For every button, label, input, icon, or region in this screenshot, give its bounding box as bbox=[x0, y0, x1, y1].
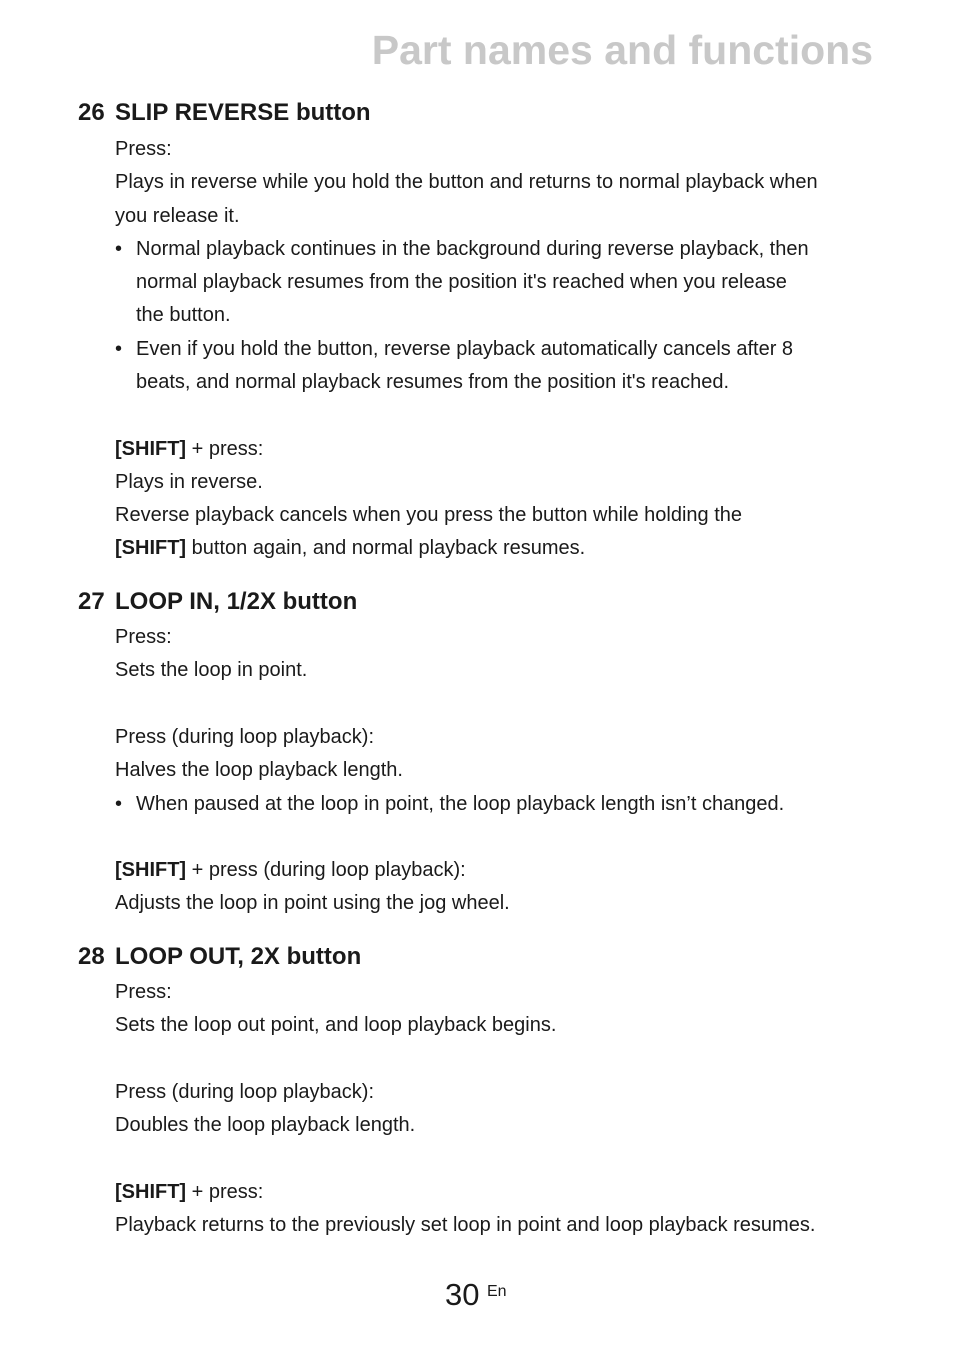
shift-press-line bbox=[115, 859, 466, 882]
page-number: 30 bbox=[445, 1277, 480, 1312]
section-number: 26 bbox=[78, 99, 105, 126]
bullet-text: When paused at the loop in point, the loop playback length isn’t changed. bbox=[136, 793, 785, 815]
shift-label: [SHIFT] bbox=[115, 537, 187, 559]
shift-label: [SHIFT] bbox=[115, 859, 187, 881]
section-26-heading bbox=[78, 99, 371, 127]
text-line: Playback returns to the previously set loop in point and loop playback resumes. bbox=[115, 1214, 816, 1236]
bullet-continuation: beats, and normal playback resumes from the position it's reached. bbox=[136, 371, 730, 393]
bullet-continuation: the button. bbox=[136, 304, 231, 326]
section-title: SLIP REVERSE button bbox=[115, 99, 371, 126]
bullet-text: Normal playback continues in the background during reverse playback, then bbox=[136, 238, 809, 260]
text-line: Reverse playback cancels when you press the button while holding the bbox=[115, 504, 743, 526]
shift-label: [SHIFT] bbox=[115, 1181, 187, 1203]
shift-action: + press (during loop playback): bbox=[186, 859, 466, 881]
text-line: Press: bbox=[115, 138, 172, 160]
section-number: 27 bbox=[78, 588, 105, 615]
shift-label: [SHIFT] bbox=[115, 438, 187, 460]
section-title: LOOP IN, 1/2X button bbox=[115, 588, 358, 615]
text-fragment: button again, and normal playback resumes. bbox=[186, 537, 586, 559]
text-line: Press (during loop playback): bbox=[115, 1081, 375, 1103]
text-line: Sets the loop out point, and loop playback begins. bbox=[115, 1014, 557, 1036]
shift-action: + press: bbox=[186, 438, 264, 460]
text-line: Adjusts the loop in point using the jog wheel. bbox=[115, 892, 510, 914]
section-28-heading bbox=[78, 943, 361, 971]
page-language: En bbox=[487, 1283, 507, 1300]
section-number: 28 bbox=[78, 943, 105, 970]
text-line: Press (during loop playback): bbox=[115, 726, 375, 748]
shift-action: + press: bbox=[186, 1181, 264, 1203]
text-line: Halves the loop playback length. bbox=[115, 759, 403, 781]
section-title: LOOP OUT, 2X button bbox=[115, 943, 362, 970]
text-line: Plays in reverse while you hold the button and returns to normal playback when bbox=[115, 171, 818, 193]
shift-press-line bbox=[115, 1181, 263, 1204]
text-line: Press: bbox=[115, 981, 172, 1003]
page-header-title: Part names and functions bbox=[371, 27, 873, 73]
text-line: Sets the loop in point. bbox=[115, 659, 308, 681]
text-line bbox=[115, 537, 585, 560]
bullet-text: Even if you hold the button, reverse playback automatically cancels after 8 bbox=[136, 338, 794, 360]
text-line: you release it. bbox=[115, 205, 240, 227]
section-27-heading bbox=[78, 588, 357, 616]
bullet-continuation: normal playback resumes from the position it's reached when you release bbox=[136, 271, 787, 293]
text-line: Doubles the loop playback length. bbox=[115, 1114, 416, 1136]
text-line: Plays in reverse. bbox=[115, 471, 263, 493]
bullet-glyph: • bbox=[115, 338, 123, 360]
text-line: Press: bbox=[115, 626, 172, 648]
shift-press-line bbox=[115, 438, 263, 461]
bullet-glyph: • bbox=[115, 793, 123, 815]
bullet-glyph: • bbox=[115, 238, 123, 260]
